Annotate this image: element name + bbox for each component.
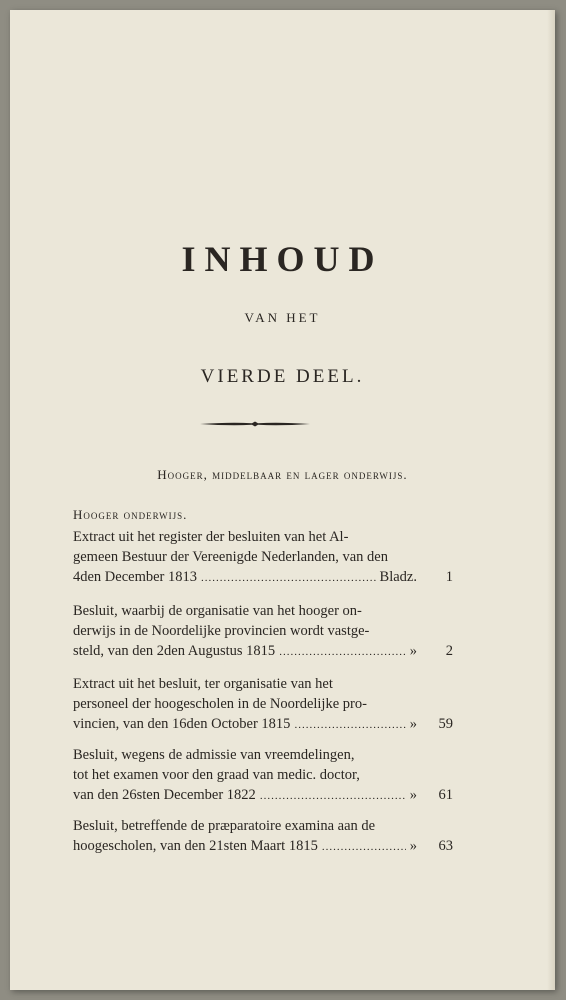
page-number: 61	[438, 787, 453, 803]
entry-line: Besluit, wegens de admissie van vreemdelingen,	[73, 747, 355, 763]
dot-leader	[201, 568, 376, 588]
entry-line: 4den December 1813	[73, 569, 198, 585]
page-number: 2	[445, 643, 453, 659]
page-label: »	[409, 643, 417, 659]
entry-line: Extract uit het besluit, ter organisatie van het	[73, 676, 333, 692]
entry-line: personeel der hoogescholen in de Noordelijke pro-	[73, 696, 367, 712]
entry-line: Besluit, betreffende de præparatoire examina aan de	[73, 818, 376, 834]
toc-entry	[73, 527, 453, 588]
entry-line: hoogescholen, van den 21sten Maart 1815	[73, 838, 318, 854]
section-heading: Hooger, middelbaar en lager onderwijs.	[157, 467, 408, 482]
page-label: »	[409, 787, 417, 803]
entry-last-line	[73, 641, 453, 662]
toc-entry	[73, 745, 453, 806]
page-label: »	[409, 838, 417, 854]
dot-leader	[322, 837, 406, 857]
page-number: 1	[445, 569, 453, 585]
entry-line: gemeen Bestuur der Vereenigde Nederlanden, van den	[73, 549, 388, 565]
sub-heading: Hooger onderwijs.	[73, 507, 188, 522]
page-label: »	[409, 716, 417, 732]
entry-line: derwijs in de Noordelijke provincien wordt vastge-	[73, 623, 370, 639]
entry-line: van den 26sten December 1822	[73, 787, 256, 803]
toc-entry	[73, 816, 453, 857]
entry-last-line	[73, 567, 453, 588]
entry-last-line	[73, 836, 453, 857]
ornamental-rule	[200, 420, 310, 428]
entry-line: Extract uit het register der besluiten van het Al-	[73, 529, 349, 545]
page-number: 59	[438, 716, 453, 732]
page-subtitle: VAN HET	[244, 310, 321, 325]
book-page	[10, 10, 555, 990]
toc-entry	[73, 601, 453, 662]
toc-entry	[73, 674, 453, 735]
page-number: 63	[438, 838, 453, 854]
dot-leader	[260, 786, 406, 806]
dot-leader	[294, 715, 405, 735]
dot-leader	[279, 642, 406, 662]
entry-line: tot het examen voor den graad van medic. doctor,	[73, 767, 360, 783]
entry-line: steld, van den 2den Augustus 1815	[73, 643, 276, 659]
entry-line: Besluit, waarbij de organisatie van het hooger on-	[73, 603, 362, 619]
page-gutter	[547, 10, 555, 990]
entry-last-line	[73, 785, 453, 806]
entry-last-line	[73, 714, 453, 735]
entry-line: vincien, van den 16den October 1815	[73, 716, 291, 732]
page-label: Bladz.	[379, 569, 417, 585]
volume-title: VIERDE DEEL.	[200, 366, 365, 387]
page-title: INHOUD	[181, 239, 384, 279]
